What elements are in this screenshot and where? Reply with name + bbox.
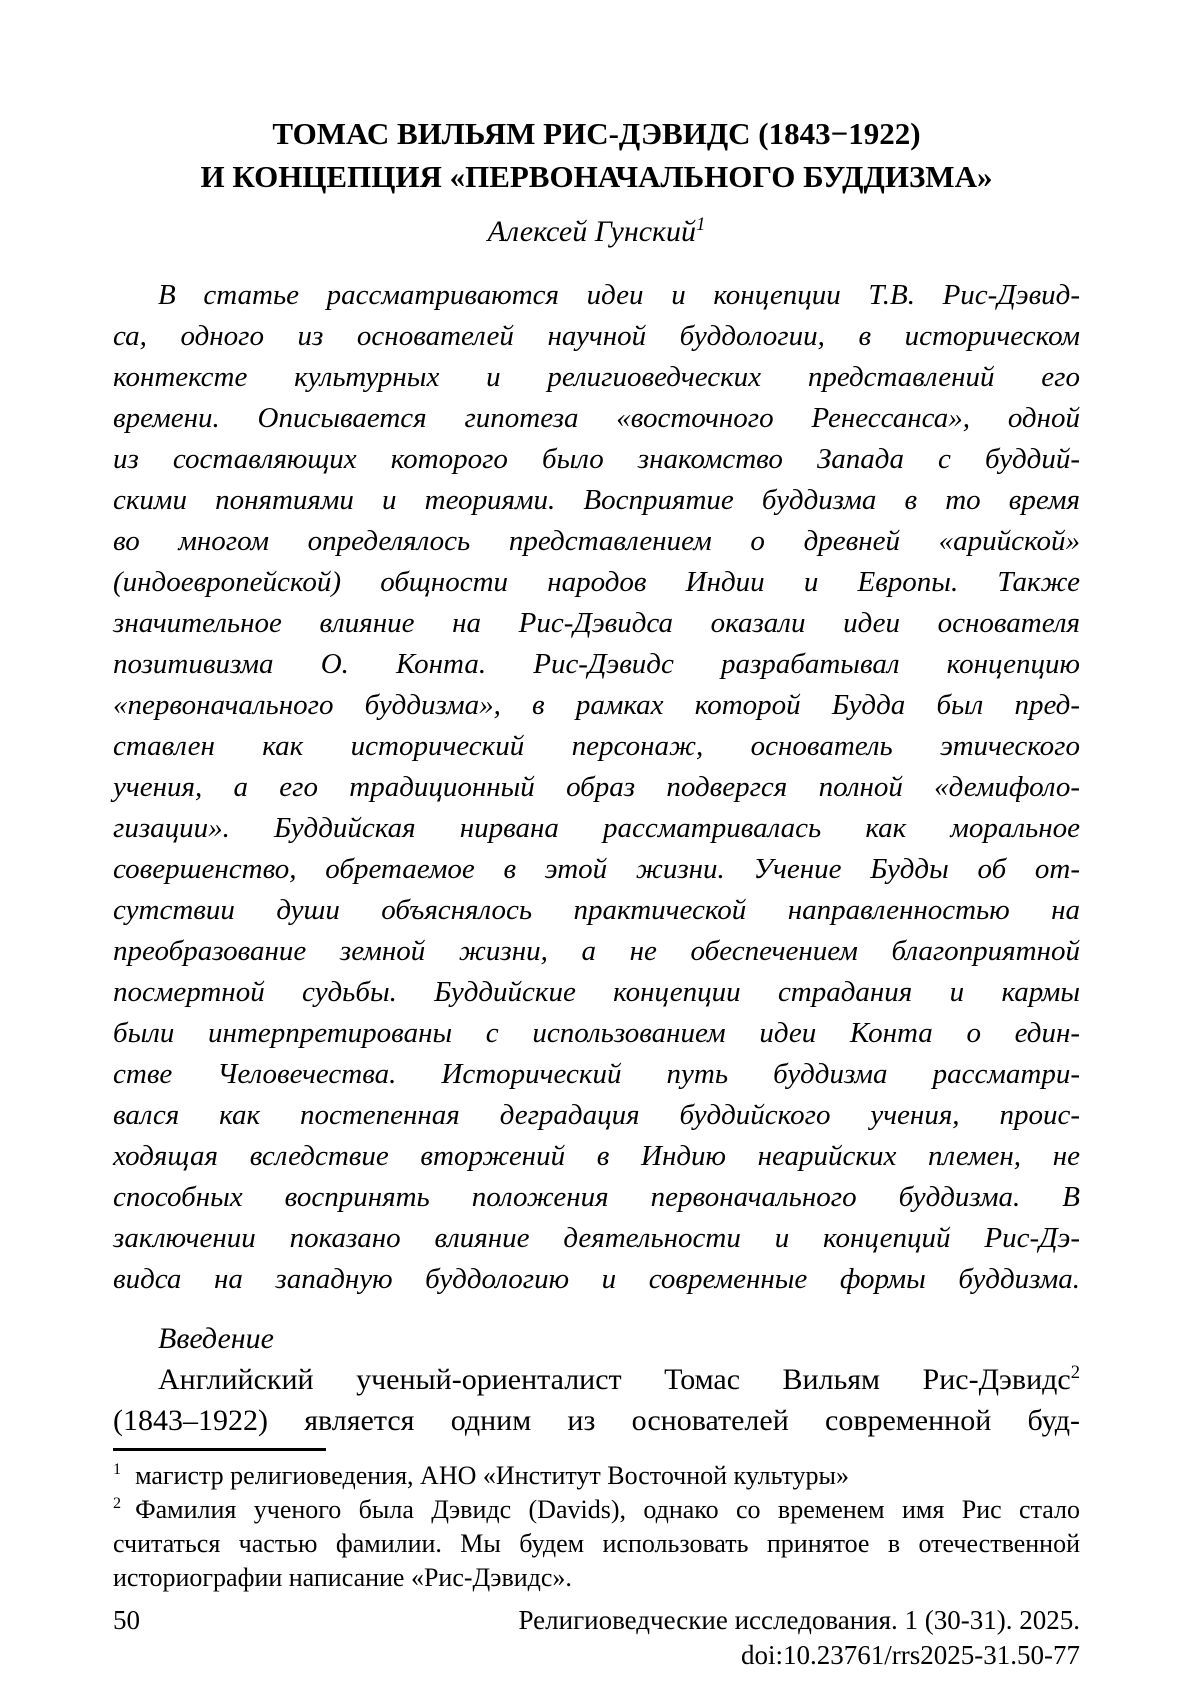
abstract-line: ставлен как исторический персонаж, основатель этического [113, 730, 1080, 762]
doi: doi:10.23761/rrs2025-31.50-77 [741, 1640, 1080, 1670]
abstract-line: времени. Описывается гипотеза «восточного Ренессанса», одной [113, 402, 1080, 434]
abstract-line: из составляющих которого было знакомство Запада с буддий- [113, 443, 1080, 475]
paragraph-line [113, 1359, 1080, 1400]
footnote-separator [113, 1448, 326, 1451]
journal-reference: Религиоведческие исследования. 1 (30-31). 2025. [518, 1605, 1080, 1635]
abstract-line: во многом определялось представлением о древней «арийской» [113, 525, 1080, 557]
abstract-line: были интерпретированы с использованием идеи Конта о един- [113, 1017, 1080, 1049]
page-number: 50 [113, 1605, 140, 1635]
footnote-2-line: считаться частью фамилии. Мы будем использовать принятое в отечественной [113, 1529, 1080, 1558]
footnote-2 [113, 1493, 1080, 1527]
abstract-line: способных воспринять положения первоначального буддизма. В [113, 1181, 1080, 1213]
paragraph-line: (1843–1922) является одним из основателей современной буд- [113, 1404, 1080, 1437]
abstract-line: ходящая вследствие вторжений в Индию неарийских племен, не [113, 1140, 1080, 1172]
footnote-ref: 2 [1070, 1362, 1080, 1383]
footnote-1 [113, 1459, 1080, 1493]
introduction-section [113, 1318, 1080, 1441]
abstract-line: (индоевропейской) общности народов Индии и Европы. Также [113, 566, 1080, 598]
introduction-heading: Введение [158, 1322, 274, 1355]
abstract-line: преобразование земной жизни, а не обеспечением благоприятной [113, 935, 1080, 967]
footnote-marker: 2 [113, 1495, 122, 1513]
abstract-line: скими понятиями и теориями. Восприятие буддизма в то время [113, 484, 1080, 516]
abstract-line: учения, а его традиционный образ подвергся полной «демифоло- [113, 771, 1080, 803]
abstract-line: совершенство, обретаемое в этой жизни. Учение Будды об от- [113, 853, 1080, 885]
abstract [113, 275, 1080, 1300]
abstract-line: вался как постепенная деградация буддийского учения, проис- [113, 1099, 1080, 1131]
abstract-line: са, одного из основателей научной буддологии, в историческом [113, 320, 1080, 352]
article-header [113, 112, 1080, 253]
abstract-line: В статье рассматриваются идеи и концепции Т.В. Рис-Дэвид- [158, 279, 1080, 311]
abstract-line: контексте культурных и религиоведческих представлений его [113, 361, 1080, 393]
abstract-line: посмертной судьбы. Буддийские концепции страдания и кармы [113, 976, 1080, 1008]
footnote-2-line: историографии написание «Рис-Дэвидс». [113, 1563, 572, 1592]
author-name: Алексей Гунский [487, 215, 697, 248]
abstract-line: позитивизма О. Конта. Рис-Дэвидс разрабатывал концепцию [113, 648, 1080, 680]
abstract-line: сутствии души объяснялось практической направленностью на [113, 894, 1080, 926]
abstract-line: стве Человечества. Исторический путь буддизма рассматри- [113, 1058, 1080, 1090]
abstract-line: «первоначального буддизма», в рамках которой Будда был пред- [113, 689, 1080, 721]
article-title [113, 112, 1080, 198]
abstract-line: гизации». Буддийская нирвана рассматривалась как моральное [113, 812, 1080, 844]
author-footnote-ref: 1 [696, 214, 706, 235]
article-title-line2: И КОНЦЕПЦИЯ «ПЕРВОНАЧАЛЬНОГО БУДДИЗМА» [200, 159, 993, 194]
author-line [113, 210, 1080, 253]
footnotes [113, 1459, 1080, 1595]
paragraph-text: Английский ученый-ориенталист Томас Вильям Рис-Дэвидс [158, 1363, 1071, 1396]
page-footer [113, 1603, 1080, 1673]
abstract-line: заключении показано влияние деятельности и концепций Рис-Дэ- [113, 1222, 1080, 1254]
article-title-line1: ТОМАС ВИЛЬЯМ РИС-ДЭВИДС (1843−1922) [272, 116, 921, 151]
abstract-line: видса на западную буддологию и современные формы буддизма. [113, 1263, 1080, 1295]
footnote-text: магистр религиоведения, АНО «Институт Восточной культуры» [135, 1461, 850, 1490]
footnote-text: Фамилия ученого была Дэвидс (Davids), однако со временем имя Рис стало [135, 1495, 1080, 1524]
footnote-marker: 1 [113, 1461, 122, 1479]
abstract-line: значительное влияние на Рис-Дэвидса оказали идеи основателя [113, 607, 1080, 639]
